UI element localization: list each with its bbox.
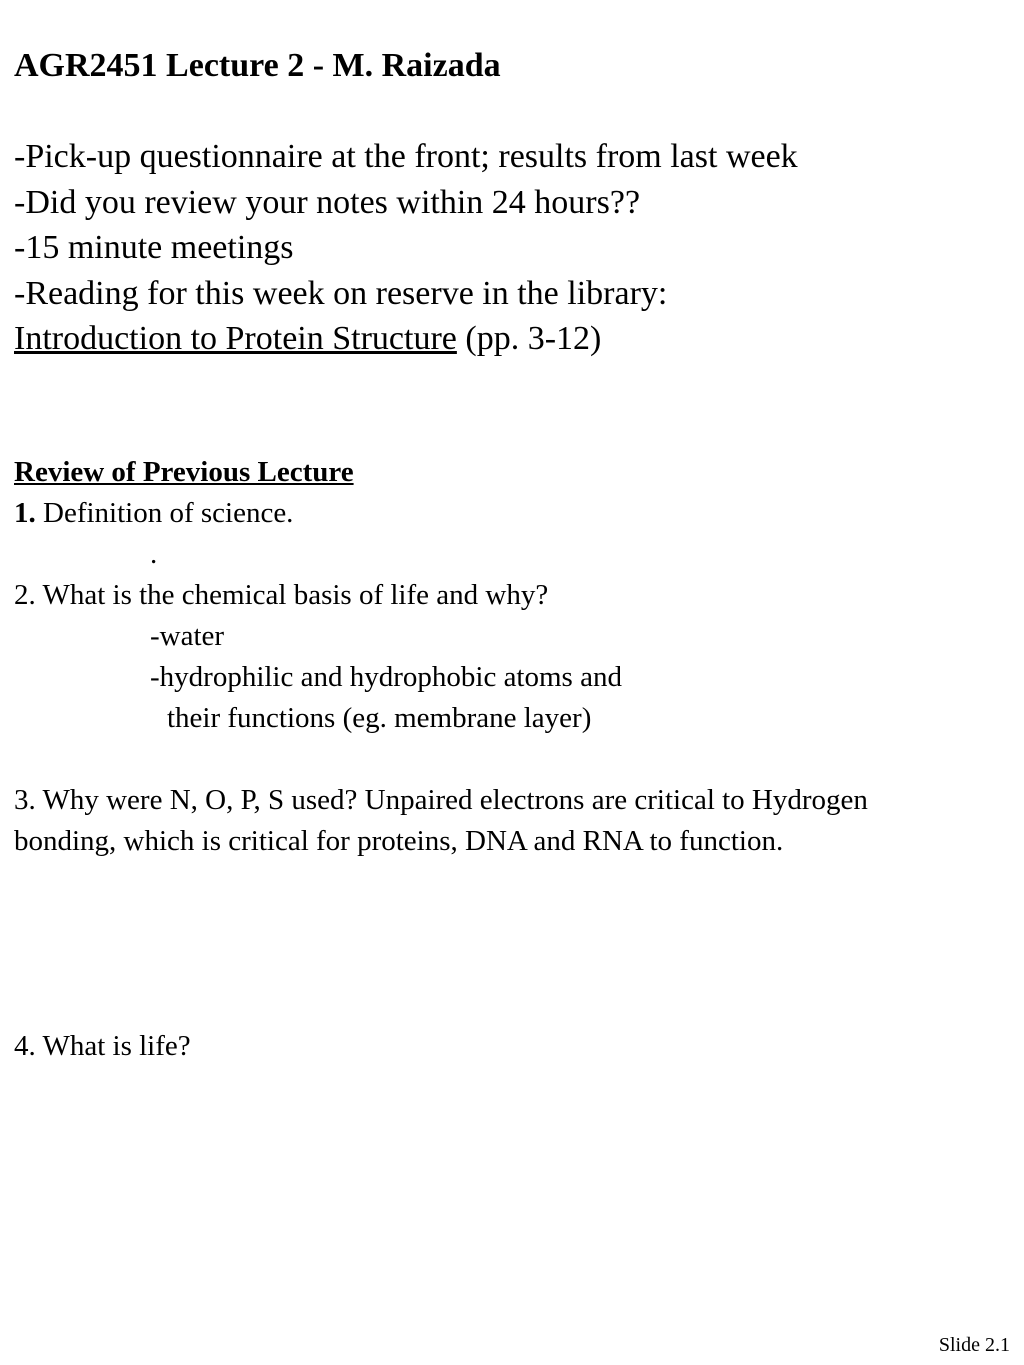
- reading-reference: [14, 316, 798, 362]
- slide-number: Slide 2.1: [938, 1334, 1010, 1356]
- review-question-4: 4. What is life?: [14, 1030, 191, 1062]
- reading-title: Introduction to Protein Structure: [14, 320, 457, 357]
- question-2-sub-water: -water: [150, 620, 225, 652]
- question-1-dot: .: [150, 538, 158, 570]
- review-heading: Review of Previous Lecture: [14, 456, 354, 488]
- spacer: [14, 739, 954, 780]
- announcement-review-notes: -Did you review your notes within 24 hours??: [14, 183, 641, 221]
- announcement-questionnaire: -Pick-up questionnaire at the front; results from last week: [14, 138, 798, 175]
- review-question-3: 3. Why were N, O, P, S used? Unpaired electrons are critical to Hydrogen bonding, which is critical for proteins, DNA and RNA to function.: [14, 784, 868, 857]
- question-1-number: 1.: [14, 497, 36, 529]
- review-question-1: [14, 493, 954, 534]
- reading-pages: (pp. 3-12): [456, 320, 602, 357]
- spacer-large: [14, 862, 954, 1026]
- review-question-2: 2. What is the chemical basis of life and why?: [14, 579, 549, 611]
- announcement-reading: -Reading for this week on reserve in the library:: [14, 274, 668, 312]
- announcements-list: [14, 134, 798, 362]
- slide-title: AGR2451 Lecture 2 - M. Raizada: [14, 47, 501, 84]
- announcement-meetings: -15 minute meetings: [14, 229, 294, 266]
- question-1-text: Definition of science.: [35, 497, 294, 529]
- question-2-sub-atoms-continued: their functions (eg. membrane layer): [167, 702, 592, 734]
- review-section: [14, 452, 954, 1067]
- question-2-sub-atoms: -hydrophilic and hydrophobic atoms and: [150, 661, 622, 693]
